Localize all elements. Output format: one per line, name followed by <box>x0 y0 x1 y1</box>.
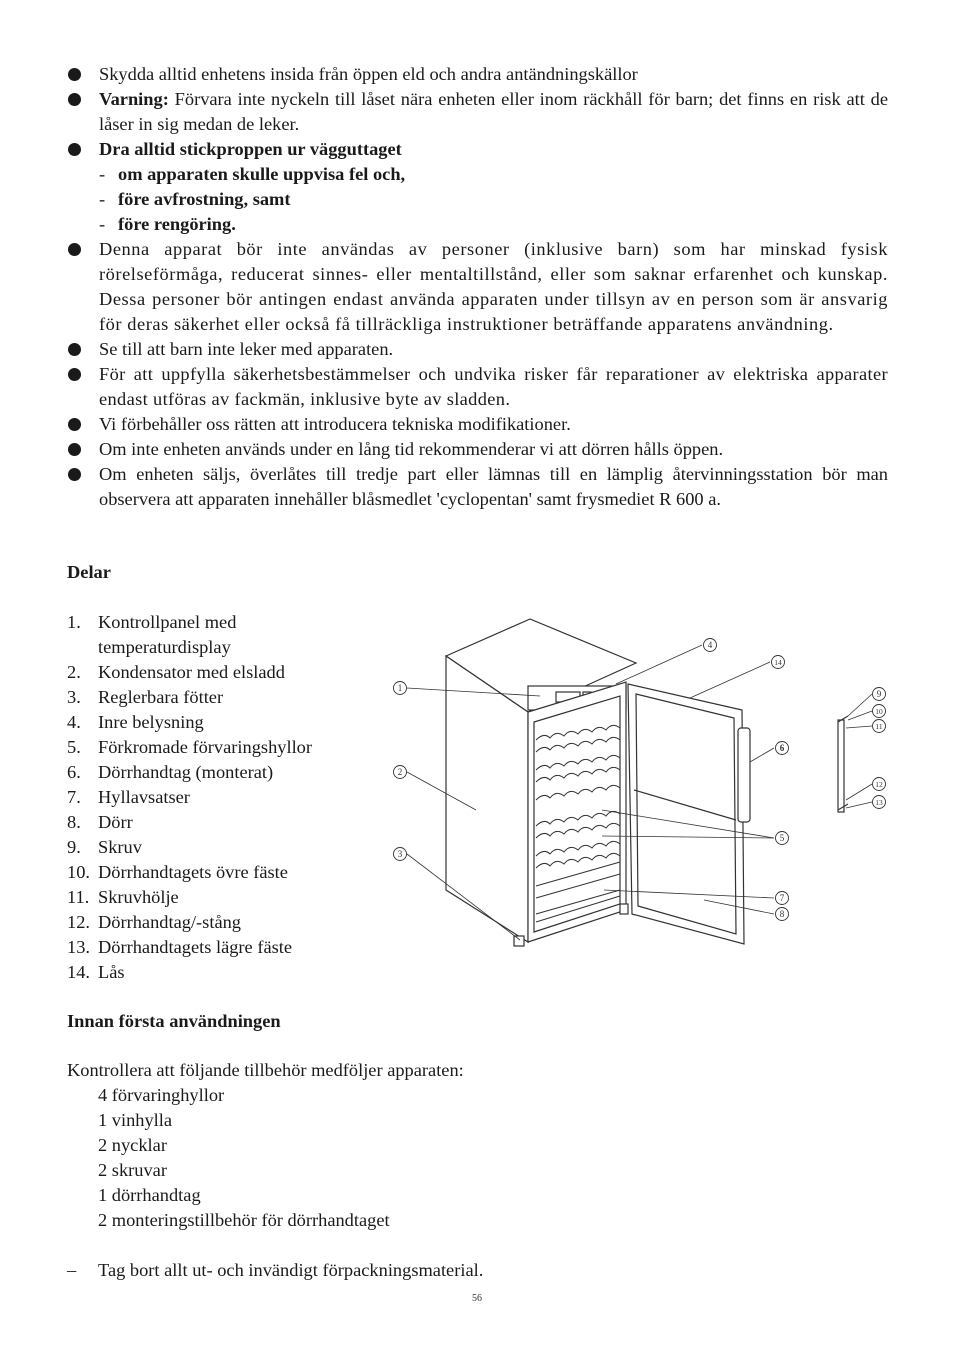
accessory-item: 1 dörrhandtag <box>98 1185 201 1205</box>
parts-list-item <box>67 760 367 785</box>
bullet-item <box>67 412 888 437</box>
bullet-dot-icon <box>68 143 81 156</box>
part-number: 14. <box>67 962 90 982</box>
parts-list-item <box>67 685 367 710</box>
part-number: 3. <box>67 687 81 707</box>
part-number: 6. <box>67 762 81 782</box>
bullet-item <box>67 87 888 137</box>
bullet-text: Förvara inte nyckeln till låset nära enheten eller inom räckhåll för barn; det finns en risk att de låser in sig medan de leker. <box>99 89 888 134</box>
handle-bar <box>838 720 844 812</box>
accessory-item: 2 monteringstillbehör för dörrhandtaget <box>98 1210 390 1230</box>
parts-heading: Delar <box>67 562 111 582</box>
bullet-item <box>67 437 888 462</box>
parts-list-item <box>67 785 367 810</box>
parts-list-item <box>67 735 367 760</box>
accessory-item: 2 skruvar <box>98 1160 167 1180</box>
accessories-list <box>98 1083 390 1233</box>
bullet-item <box>67 62 888 87</box>
unplug-case-text: före rengöring. <box>118 214 236 234</box>
callout-number: 1 <box>397 683 403 693</box>
part-number: 7. <box>67 787 81 807</box>
callout-number: 3 <box>397 849 403 859</box>
safety-bullets <box>67 62 888 512</box>
wine-cooler-diagram <box>385 610 905 960</box>
bullet-text: Vi förbehåller oss rätten att introducera tekniska modifikationer. <box>99 414 571 434</box>
door-frame <box>628 684 744 944</box>
parts-list-item <box>67 710 367 735</box>
part-number: 2. <box>67 662 81 682</box>
accessory-item: 4 förvaringhyllor <box>98 1085 225 1105</box>
parts-list-item <box>67 810 367 835</box>
part-number: 4. <box>67 712 81 732</box>
adjustable-foot <box>514 936 524 946</box>
page-number: 56 <box>472 1293 482 1304</box>
part-number: 9. <box>67 837 81 857</box>
callout-number: 9 <box>876 689 882 699</box>
callout-number: 10 <box>875 707 883 716</box>
part-label: Reglerbara fötter <box>98 687 224 707</box>
parts-list-item <box>67 935 367 960</box>
dash-marker: - <box>99 189 106 209</box>
part-label: Dörrhandtag (monterat) <box>98 762 274 782</box>
part-number: 10. <box>67 862 90 882</box>
bullet-item <box>67 137 888 162</box>
part-number: 13. <box>67 937 90 957</box>
parts-list-item <box>67 910 367 935</box>
parts-list-item <box>67 835 367 860</box>
callout-number: 6 <box>779 743 785 753</box>
callout-number: 4 <box>707 640 713 650</box>
bullet-item <box>67 337 888 362</box>
dash-marker: - <box>99 214 106 234</box>
callout-number: 2 <box>397 767 403 777</box>
bullet-item <box>67 237 888 337</box>
part-label: Kontrollpanel med temperaturdisplay <box>98 612 237 657</box>
bullet-text: Om enheten säljs, överlåtes till tredje part eller lämnas till en lämplig återvinningsstation bör man observera att apparaten innehåller blåsmedlet 'cyclopentan' samt frysmediet R 600 a. <box>99 464 888 509</box>
part-number: 5. <box>67 737 81 757</box>
part-label: Förkromade förvaringshyllor <box>98 737 312 757</box>
unplug-case-text: före avfrostning, samt <box>118 189 291 209</box>
part-label: Dörrhandtagets lägre fäste <box>98 937 293 957</box>
part-label: Dörrhandtagets övre fäste <box>98 862 288 882</box>
part-number: 8. <box>67 812 81 832</box>
bullet-dot-icon <box>68 68 81 81</box>
part-number: 11. <box>67 887 90 907</box>
callout-number: 8 <box>779 909 785 919</box>
bullet-text: Denna apparat bör inte användas av personer (inklusive barn) som har minskad fysisk rörelseförmåga, reducerat sinnes- eller mentaltillstånd, eller som saknar erfarenhet och kunskap. Dessa personer bör antingen endast använda apparaten under tillsyn av en person som är ansvarig för deras säkerhet eller också få tillräckliga instruktioner beträffande apparatens användning. <box>99 239 888 334</box>
door-handle <box>738 728 750 822</box>
callout-number: 7 <box>779 893 785 903</box>
accessories-intro: Kontrollera att följande tillbehör medföljer apparaten: <box>67 1060 464 1080</box>
part-label: Skruvhölje <box>98 887 179 907</box>
bullet-dot-icon <box>68 418 81 431</box>
dash-marker: - <box>99 164 106 184</box>
unplug-case <box>67 162 888 187</box>
remove-packaging-text: Tag bort allt ut- och invändigt förpackningsmaterial. <box>98 1260 484 1280</box>
part-label: Dörrhandtag/-stång <box>98 912 241 932</box>
callout-number: 5 <box>779 833 785 843</box>
bullet-text: Skydda alltid enhetens insida från öppen eld och andra antändningskällor <box>99 64 638 84</box>
callout-number: 11 <box>875 722 883 731</box>
dash-marker: – <box>67 1260 77 1280</box>
accessory-item: 2 nycklar <box>98 1135 167 1155</box>
callout-number: 13 <box>875 798 883 807</box>
bullet-text: Om inte enheten används under en lång tid rekommenderar vi att dörren hålls öppen. <box>99 439 724 459</box>
parts-list-item <box>67 660 367 685</box>
callout-number: 14 <box>774 658 782 667</box>
parts-list-item <box>67 860 367 885</box>
part-label: Kondensator med elsladd <box>98 662 285 682</box>
unplug-case-text: om apparaten skulle uppvisa fel och, <box>118 164 406 184</box>
bullet-dot-icon <box>68 343 81 356</box>
unplug-case <box>67 187 888 212</box>
parts-list-item <box>67 610 298 660</box>
bullet-text: För att uppfylla säkerhetsbestämmelser och undvika risker får reparationer av elektriska apparater endast utföras av fackmän, inklusive byte av sladden. <box>99 364 888 409</box>
bullet-dot-icon <box>68 93 81 106</box>
bullet-item <box>67 362 888 412</box>
part-label: Skruv <box>98 837 142 857</box>
bullet-dot-icon <box>68 243 81 256</box>
part-label: Dörr <box>98 812 133 832</box>
part-label: Hyllavsatser <box>98 787 190 807</box>
callout-number: 12 <box>875 780 883 789</box>
bullet-bold-text: Varning: <box>99 89 169 109</box>
part-label: Inre belysning <box>98 712 204 732</box>
bullet-dot-icon <box>68 468 81 481</box>
bullet-bold-text: Dra alltid stickproppen ur vägguttaget <box>99 139 402 159</box>
unplug-case <box>67 212 888 237</box>
part-number: 12. <box>67 912 90 932</box>
parts-list-item <box>67 960 367 985</box>
first-use-heading: Innan första användningen <box>67 1011 281 1031</box>
adjustable-foot <box>620 904 628 914</box>
accessory-item: 1 vinhylla <box>98 1110 173 1130</box>
part-label: Lås <box>98 962 125 982</box>
parts-list <box>67 610 367 985</box>
bullet-text: Se till att barn inte leker med apparaten. <box>99 339 394 359</box>
part-number: 1. <box>67 612 81 632</box>
parts-list-item <box>67 885 367 910</box>
bullet-dot-icon <box>68 368 81 381</box>
bullet-dot-icon <box>68 443 81 456</box>
bullet-item <box>67 462 888 512</box>
